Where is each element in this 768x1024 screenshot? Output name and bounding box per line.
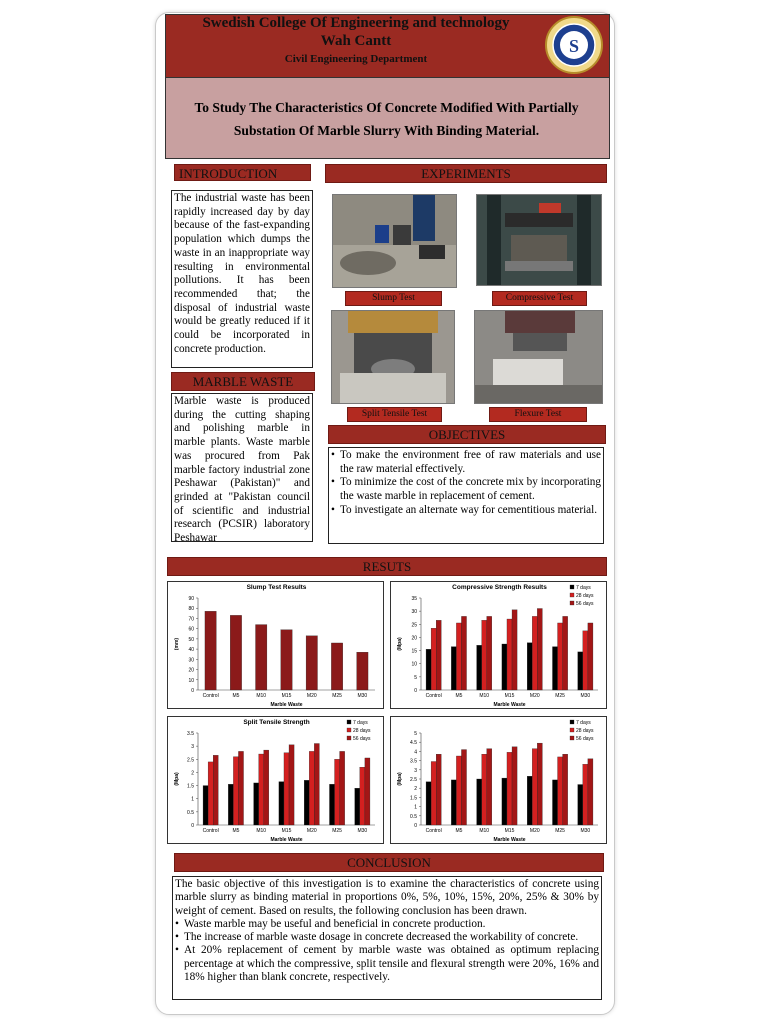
bar — [487, 616, 492, 690]
bar — [205, 611, 216, 690]
bar — [203, 786, 208, 825]
bar — [335, 759, 340, 825]
x-tick-label: M15 — [504, 828, 515, 834]
objectives-box — [328, 447, 604, 544]
bar — [456, 756, 461, 825]
conclusion-intro: The basic objective of this investigation is to examine the characteristics of concrete using marble slurry as binding material in proportions 0%, 5%, 10%, 15%, 20%, 25% & 30% by weight of cement. Based on results, the following conclusion has been drawn. — [175, 878, 599, 917]
x-axis-label: Marble Waste — [493, 702, 526, 708]
legend-label: 28 days — [576, 593, 594, 599]
bar — [264, 750, 269, 825]
y-tick-label: 4 — [414, 749, 417, 756]
legend-label: 28 days — [353, 728, 371, 734]
x-tick-label: M10 — [479, 828, 490, 834]
x-tick-label: M15 — [504, 693, 515, 699]
y-tick-label: 10 — [411, 661, 417, 668]
marble-waste-heading: MARBLE WASTE — [171, 372, 315, 391]
bar — [314, 744, 319, 825]
chart-title: Compressive Strength Results — [452, 584, 547, 591]
x-tick-label: M30 — [357, 828, 368, 834]
y-tick-label: 20 — [188, 667, 194, 674]
bar — [552, 780, 557, 825]
bar — [309, 751, 314, 825]
bar — [289, 745, 294, 825]
y-tick-label: 1 — [191, 796, 194, 803]
bar — [563, 616, 568, 690]
compressive-chart-svg — [391, 582, 606, 708]
conclusion-heading: CONCLUSION — [174, 853, 604, 872]
bar — [461, 750, 466, 825]
bar — [527, 643, 532, 690]
bar — [436, 754, 441, 825]
y-tick-label: 3 — [191, 744, 194, 751]
title-line-2: Substation Of Marble Slurry With Binding Material. — [233, 123, 540, 138]
flexure-test-photo — [474, 310, 603, 404]
bar — [355, 788, 360, 825]
objectives-list — [331, 449, 601, 518]
x-tick-label: M5 — [232, 693, 240, 699]
legend-label: 28 days — [576, 728, 594, 734]
caption-split-tensile-test: Split Tensile Test — [347, 407, 442, 422]
x-tick-label: M25 — [332, 828, 342, 834]
y-axis-label: (mm) — [174, 637, 180, 651]
x-tick-label: M25 — [555, 828, 565, 834]
legend-swatch — [570, 728, 574, 732]
split-tensile-test-photo — [331, 310, 455, 404]
x-tick-label: M20 — [306, 828, 317, 834]
y-tick-label: 10 — [188, 677, 194, 684]
y-tick-label: 2 — [191, 770, 194, 777]
bar — [431, 628, 436, 690]
x-tick-label: M25 — [555, 693, 565, 699]
y-tick-label: 1.5 — [187, 783, 194, 790]
y-tick-label: 1 — [414, 804, 417, 811]
objectives-heading: OBJECTIVES — [328, 425, 606, 444]
poster-title — [170, 96, 603, 142]
bar — [436, 620, 441, 690]
y-tick-label: 1.5 — [410, 795, 417, 802]
y-tick-label: 90 — [188, 596, 194, 602]
bar — [451, 647, 456, 690]
objective-item: • To investigate an alternate way for cementitious material. — [331, 504, 601, 518]
bar — [578, 652, 583, 690]
y-tick-label: 0 — [191, 823, 194, 829]
y-tick-label: 80 — [188, 606, 194, 613]
x-tick-label: M20 — [306, 693, 317, 699]
bar — [426, 649, 431, 690]
x-tick-label: Control — [425, 693, 442, 699]
bar — [477, 779, 482, 825]
legend-swatch — [570, 736, 574, 740]
y-tick-label: 3.5 — [410, 758, 417, 765]
y-axis-label: (Mpa) — [397, 772, 403, 786]
legend-label: 7 days — [576, 720, 591, 726]
conclusion-list — [175, 918, 599, 984]
bar — [451, 780, 456, 825]
caption-slump-test: Slump Test — [345, 291, 442, 306]
legend-label: 7 days — [576, 585, 591, 591]
bar — [502, 644, 507, 690]
y-tick-label: 2 — [414, 786, 417, 793]
y-tick-label: 15 — [411, 648, 417, 655]
bar — [365, 758, 370, 825]
y-tick-label: 60 — [188, 626, 194, 633]
bar — [552, 647, 557, 690]
bar — [360, 767, 365, 825]
x-tick-label: M5 — [455, 828, 463, 834]
y-tick-label: 0 — [414, 823, 417, 829]
y-tick-label: 50 — [188, 636, 194, 643]
y-tick-label: 3.5 — [187, 731, 194, 737]
bar — [588, 623, 593, 690]
bar — [426, 782, 431, 825]
bar — [228, 784, 233, 825]
bar — [230, 615, 241, 690]
bar — [507, 619, 512, 690]
bar — [208, 762, 213, 825]
y-tick-label: 0.5 — [410, 813, 417, 820]
x-tick-label: M10 — [256, 693, 267, 699]
conclusion-item: • At 20% replacement of cement by marble waste was obtained as optimum replacing percentage at which the compressive, split tensile and flexural strength were 20%, 16% and 18% higher than blank concrete, respectively. — [175, 944, 599, 984]
legend-swatch — [347, 728, 351, 732]
bar — [238, 751, 243, 825]
objective-item: • To minimize the cost of the concrete mix by incorporating the waste marble in replacement of cement. — [331, 476, 601, 503]
legend-swatch — [570, 601, 574, 605]
x-axis-label: Marble Waste — [493, 837, 526, 843]
x-tick-label: M15 — [281, 693, 292, 699]
bar — [558, 623, 563, 690]
bar — [304, 780, 309, 825]
flexure-chart-svg — [391, 717, 606, 843]
department-name: Civil Engineering Department — [284, 53, 428, 65]
legend-label: 56 days — [576, 736, 594, 742]
x-tick-label: M15 — [281, 828, 292, 834]
bar — [482, 620, 487, 690]
bar — [340, 751, 345, 825]
bar — [259, 754, 264, 825]
bar — [532, 616, 537, 690]
bar — [461, 616, 466, 690]
y-axis-label: (Mpa) — [174, 772, 180, 786]
compressive-chart — [390, 581, 607, 709]
bar — [507, 752, 512, 825]
college-line-2: Wah Cantt — [320, 33, 392, 49]
bar — [357, 652, 368, 690]
bar — [532, 749, 537, 825]
x-tick-label: Control — [202, 693, 219, 699]
x-tick-label: M10 — [256, 828, 267, 834]
conclusion-box — [172, 876, 602, 1000]
college-name — [178, 14, 534, 50]
legend-label: 56 days — [576, 601, 594, 607]
bar — [583, 764, 588, 825]
split-tensile-chart-svg — [168, 717, 383, 843]
bar — [254, 783, 259, 825]
x-tick-label: M10 — [479, 693, 490, 699]
y-tick-label: 30 — [411, 609, 417, 616]
college-line-1: Swedish College Of Engineering and technology — [202, 15, 510, 31]
x-tick-label: M30 — [580, 828, 591, 834]
bar — [213, 755, 218, 825]
legend-swatch — [570, 720, 574, 724]
legend-swatch — [570, 585, 574, 589]
bar — [281, 630, 292, 690]
bar — [588, 759, 593, 825]
legend-swatch — [347, 736, 351, 740]
slump-chart — [167, 581, 384, 709]
y-tick-label: 3 — [414, 767, 417, 774]
x-tick-label: M5 — [232, 828, 240, 834]
legend-label: 56 days — [353, 736, 371, 742]
bar — [583, 631, 588, 690]
caption-compressive-test: Compressive Test — [492, 291, 587, 306]
bar — [329, 784, 334, 825]
x-tick-label: M25 — [332, 693, 342, 699]
bar — [306, 636, 317, 690]
bar — [537, 743, 542, 825]
bar — [512, 610, 517, 690]
bar — [502, 778, 507, 825]
bar — [233, 757, 238, 825]
y-tick-label: 35 — [411, 596, 417, 602]
conclusion-item: • The increase of marble waste dosage in concrete decreased the workability of concrete. — [175, 931, 599, 944]
x-tick-label: Control — [202, 828, 219, 834]
college-logo — [543, 15, 605, 75]
x-axis-label: Marble Waste — [270, 837, 303, 843]
y-tick-label: 4.5 — [410, 740, 417, 747]
bar — [527, 776, 532, 825]
x-tick-label: M5 — [455, 693, 463, 699]
experiments-heading: EXPERIMENTS — [325, 164, 607, 183]
y-tick-label: 5 — [414, 674, 417, 681]
chart-title: Slump Test Results — [246, 584, 307, 591]
y-tick-label: 40 — [188, 647, 194, 654]
bar — [558, 757, 563, 825]
bar — [512, 747, 517, 825]
y-axis-label: (Mpa) — [397, 637, 403, 651]
y-tick-label: 2.5 — [187, 757, 194, 764]
split-tensile-chart — [167, 716, 384, 844]
bar — [284, 753, 289, 825]
y-tick-label: 0 — [414, 688, 417, 694]
introduction-heading: INTRODUCTION — [174, 164, 311, 181]
legend-swatch — [570, 593, 574, 597]
x-axis-label: Marble Waste — [270, 702, 303, 708]
legend-label: 7 days — [353, 720, 368, 726]
title-line-1: To Study The Characteristics Of Concrete Modified With Partially — [194, 100, 579, 115]
caption-flexure-test: Flexure Test — [489, 407, 587, 422]
x-tick-label: M30 — [357, 693, 368, 699]
bar — [482, 754, 487, 825]
bar — [578, 785, 583, 825]
bar — [477, 645, 482, 690]
slump-chart-svg — [168, 582, 383, 708]
bar — [456, 623, 461, 690]
results-heading: RESUTS — [167, 557, 607, 576]
compressive-test-photo — [476, 194, 602, 286]
svg-text:S: S — [568, 36, 580, 56]
bar — [431, 762, 436, 825]
y-tick-label: 0.5 — [187, 809, 194, 816]
x-tick-label: M20 — [529, 693, 540, 699]
bar — [563, 754, 568, 825]
x-tick-label: M20 — [529, 828, 540, 834]
introduction-text: The industrial waste has been rapidly increased day by day because of the fast-expanding population which dumps the waste in an inappropriate way resulting in environmental pollutions. It has been recommended that; the disposal of industrial waste would be greatly reduced if it could be incorporated in concrete production. — [171, 190, 313, 368]
objective-item: • To make the environment free of raw materials and use the raw material effectively. — [331, 449, 601, 476]
x-tick-label: Control — [425, 828, 442, 834]
y-tick-label: 5 — [414, 731, 417, 737]
legend-swatch — [347, 720, 351, 724]
chart-title: Split Tensile Strength — [243, 719, 310, 726]
slump-test-photo — [332, 194, 457, 288]
conclusion-item: • Waste marble may be useful and beneficial in concrete production. — [175, 918, 599, 931]
y-tick-label: 0 — [191, 688, 194, 694]
bar — [537, 609, 542, 690]
marble-waste-text: Marble waste is produced during the cutting shaping and polishing marble in marble plants. Waste marble was procured from Pak marble factory industrial zone Peshawar (Pakistan)" and grinded at "Pakistan council of scientific and industrial research (PCSIR) laboratory Peshawar — [171, 393, 313, 542]
y-tick-label: 70 — [188, 616, 194, 623]
y-tick-label: 2.5 — [410, 777, 417, 783]
bar — [279, 782, 284, 825]
bar — [331, 643, 342, 690]
flexure-chart — [390, 716, 607, 844]
bar — [256, 625, 267, 690]
y-tick-label: 25 — [411, 622, 417, 629]
bar — [487, 749, 492, 825]
x-tick-label: M30 — [580, 693, 591, 699]
y-tick-label: 30 — [188, 657, 194, 664]
y-tick-label: 20 — [411, 635, 417, 642]
